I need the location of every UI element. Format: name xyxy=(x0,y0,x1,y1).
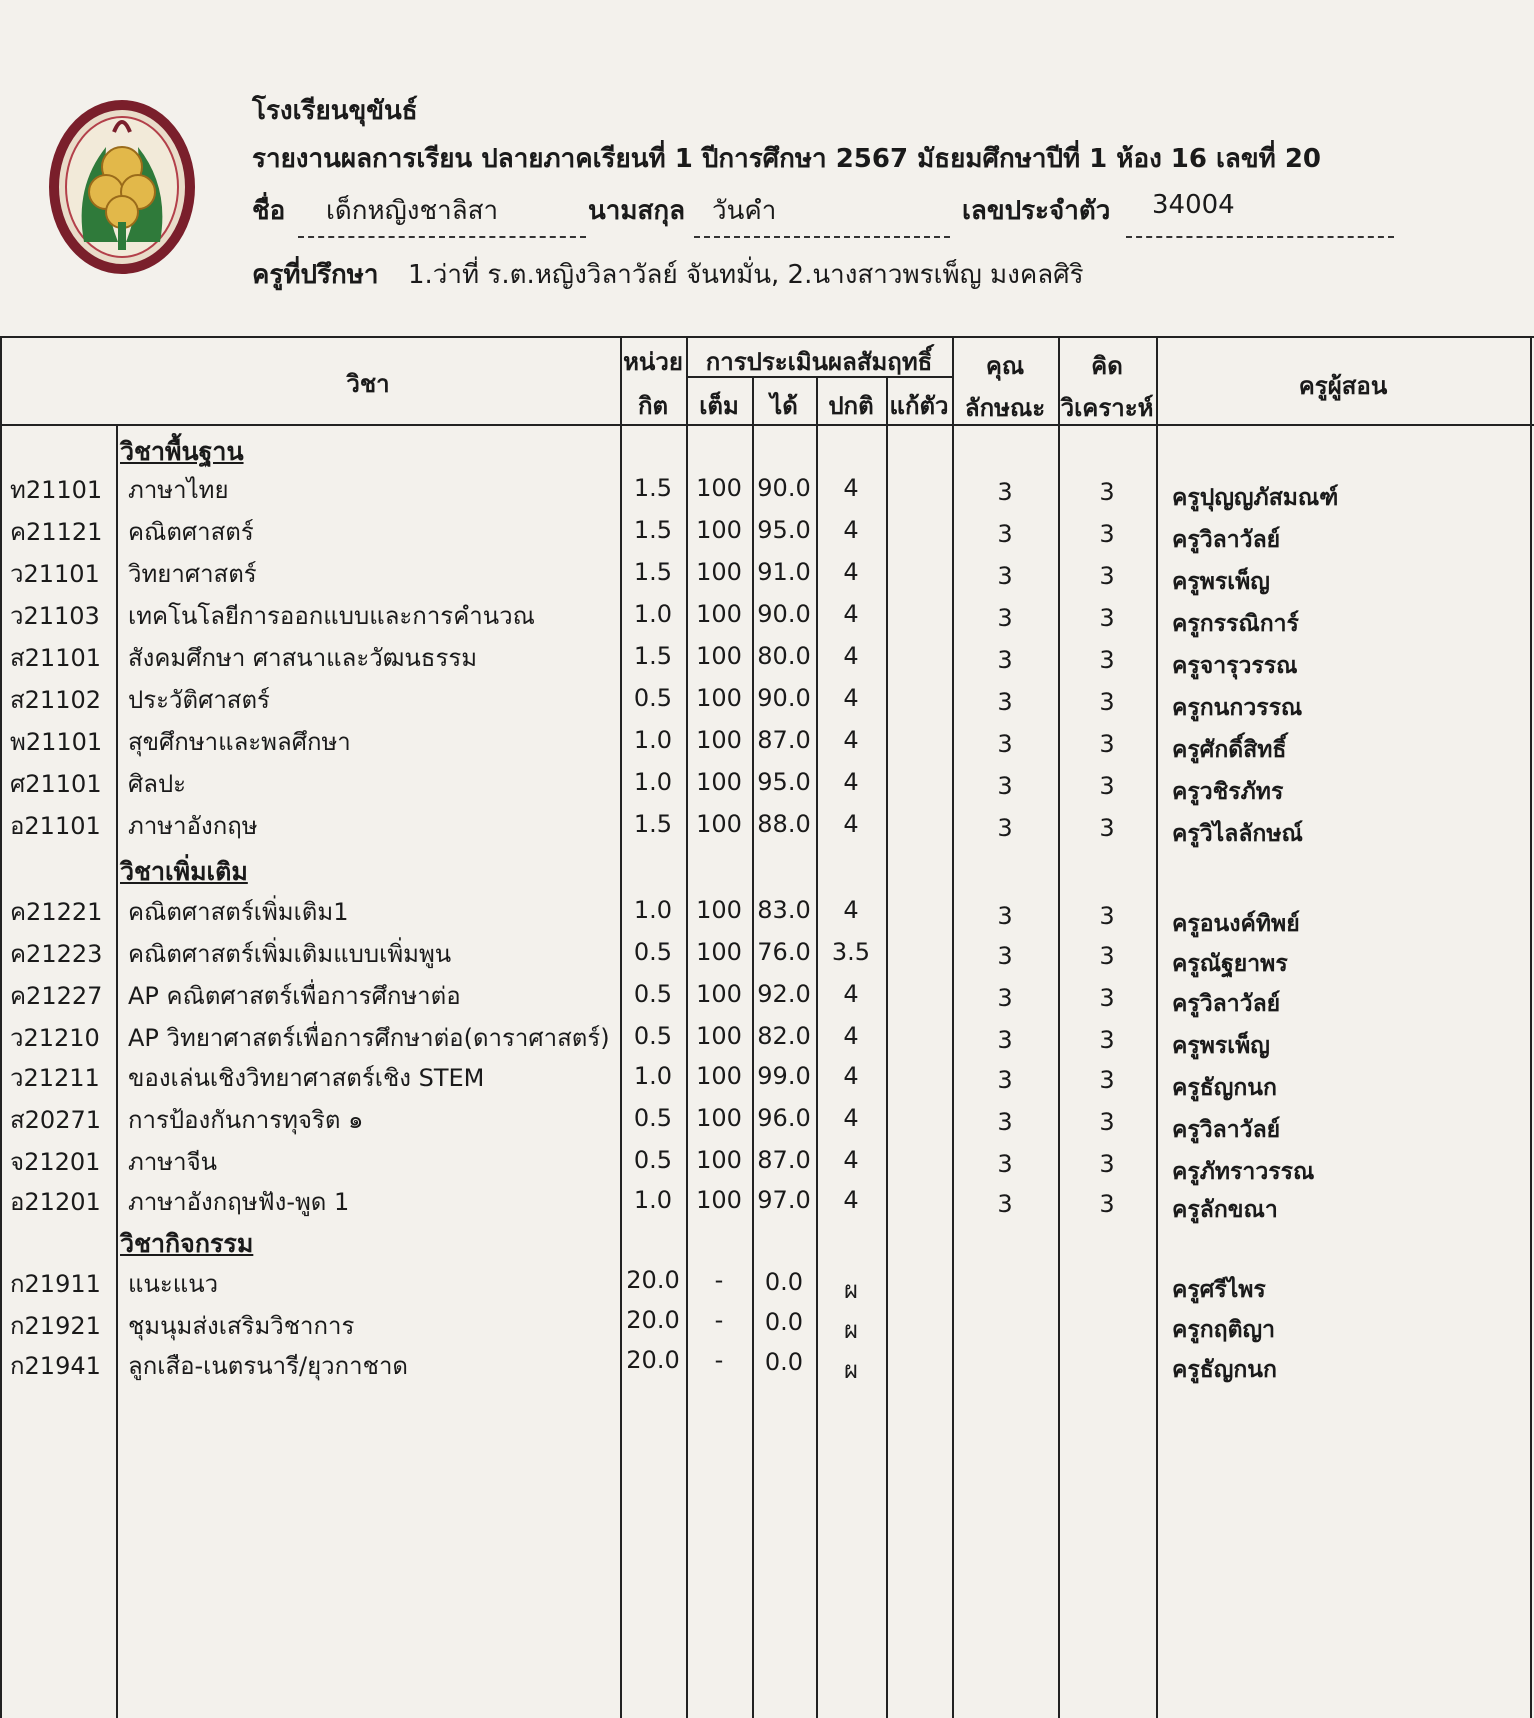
grade-value: 4 xyxy=(843,684,859,712)
subject-code: ค21223 xyxy=(10,940,103,968)
full-score: 100 xyxy=(696,516,742,544)
got-score: 92.0 xyxy=(757,980,811,1008)
got-score: 0.0 xyxy=(764,1348,804,1376)
character-score: 3 xyxy=(997,814,1013,842)
character-score: 3 xyxy=(997,730,1013,758)
credit-value: 0.5 xyxy=(633,1104,673,1132)
thinking-score: 3 xyxy=(1099,1026,1115,1054)
section-title-activity: วิชากิจกรรม xyxy=(120,1229,254,1258)
subject-name: ภาษาอังกฤษฟัง-พูด 1 xyxy=(128,1188,350,1216)
grade-value: 4 xyxy=(843,474,859,502)
full-score: - xyxy=(714,1266,724,1294)
grade-value: 4 xyxy=(843,558,859,586)
subject-code: ท21101 xyxy=(10,476,103,504)
subject-name: คณิตศาสตร์ xyxy=(128,518,254,546)
got-score: 95.0 xyxy=(757,768,811,796)
teacher-name: ครูณัฐยาพร xyxy=(1172,951,1288,977)
subject-name: ภาษาอังกฤษ xyxy=(128,812,258,840)
teacher-name: ครูวชิรภัทร xyxy=(1172,779,1284,805)
full-score: 100 xyxy=(696,642,742,670)
character-score: 3 xyxy=(997,604,1013,632)
grade-value: 4 xyxy=(843,1022,859,1050)
advisor-value: 1.ว่าที่ ร.ต.หญิงวิลาวัลย์ จันทมั่น, 2.นางสาวพรเพ็ญ มงคลศิริ xyxy=(408,260,1084,290)
subject-name: สังคมศึกษา ศาสนาและวัฒนธรรม xyxy=(128,644,478,672)
grade-value: ผ xyxy=(843,1356,859,1384)
teacher-name: ครูกนกวรรณ xyxy=(1172,695,1303,721)
grade-value: ผ xyxy=(843,1316,859,1344)
grades-table xyxy=(0,336,1534,1718)
subject-code: จ21201 xyxy=(10,1148,101,1176)
character-score: 3 xyxy=(997,942,1013,970)
thinking-score: 3 xyxy=(1099,1190,1115,1218)
character-score: 3 xyxy=(997,1108,1013,1136)
teacher-name: ครูลักขณา xyxy=(1172,1197,1278,1223)
got-score: 83.0 xyxy=(757,896,811,924)
got-score: 88.0 xyxy=(757,810,811,838)
name-underline xyxy=(298,236,586,238)
teacher-name: ครูศรีไพร xyxy=(1172,1277,1266,1303)
surname-value: วันคำ xyxy=(712,196,777,226)
character-score: 3 xyxy=(997,646,1013,674)
teacher-name: ครูกฤติญา xyxy=(1172,1317,1276,1343)
got-score: 95.0 xyxy=(757,516,811,544)
credit-value: 0.5 xyxy=(633,980,673,1008)
grade-value: 4 xyxy=(843,810,859,838)
subject-name: ประวัติศาสตร์ xyxy=(128,686,270,714)
credit-value: 0.5 xyxy=(633,684,673,712)
full-score: 100 xyxy=(696,980,742,1008)
character-score: 3 xyxy=(997,772,1013,800)
subject-name: ของเล่นเชิงวิทยาศาสตร์เชิง STEM xyxy=(128,1064,485,1092)
teacher-name: ครูวิลาวัลย์ xyxy=(1172,1117,1281,1143)
got-score: 97.0 xyxy=(757,1186,811,1214)
got-score: 0.0 xyxy=(764,1268,804,1296)
character-score: 3 xyxy=(997,902,1013,930)
subject-code: ส21102 xyxy=(10,686,101,714)
subject-code: อ21201 xyxy=(10,1188,101,1216)
subject-code: ค21227 xyxy=(10,982,103,1010)
subject-name: ชุมนุมส่งเสริมวิชาการ xyxy=(128,1312,355,1340)
name-label: ชื่อ xyxy=(252,196,286,226)
header-character-top: คุณ xyxy=(985,352,1025,380)
subject-code: ก21921 xyxy=(10,1312,101,1340)
school-name: โรงเรียนขุขันธ์ xyxy=(252,96,418,126)
character-score: 3 xyxy=(997,984,1013,1012)
subject-name: AP คณิตศาสตร์เพื่อการศึกษาต่อ xyxy=(128,982,461,1010)
teacher-name: ครูภัทราวรรณ xyxy=(1172,1159,1315,1185)
credit-value: 20.0 xyxy=(626,1346,680,1374)
credit-value: 1.5 xyxy=(633,810,673,838)
got-score: 82.0 xyxy=(757,1022,811,1050)
thinking-score: 3 xyxy=(1099,478,1115,506)
full-score: 100 xyxy=(696,938,742,966)
credit-value: 1.5 xyxy=(633,642,673,670)
teacher-name: ครูธัญกนก xyxy=(1172,1075,1277,1101)
teacher-name: ครูวิลาวัลย์ xyxy=(1172,991,1281,1017)
subject-code: ส20271 xyxy=(10,1106,101,1134)
credit-value: 1.0 xyxy=(633,600,673,628)
grade-value: 4 xyxy=(843,642,859,670)
id-value: 34004 xyxy=(1152,190,1235,220)
got-score: 90.0 xyxy=(757,474,811,502)
subject-code: ว21103 xyxy=(10,602,100,630)
teacher-name: ครูวิลาวัลย์ xyxy=(1172,527,1281,553)
character-score: 3 xyxy=(997,1066,1013,1094)
full-score: 100 xyxy=(696,600,742,628)
id-underline xyxy=(1126,236,1394,238)
credit-value: 1.5 xyxy=(633,474,673,502)
credit-value: 20.0 xyxy=(626,1306,680,1334)
thinking-divider xyxy=(1156,336,1158,1718)
subject-name: การป้องกันการทุจริต ๑ xyxy=(128,1106,364,1134)
header-got: ได้ xyxy=(770,392,798,420)
credit-value: 1.0 xyxy=(633,726,673,754)
subject-name: ศิลปะ xyxy=(128,770,187,798)
credit-value: 1.0 xyxy=(633,1062,673,1090)
grade-value: 4 xyxy=(843,726,859,754)
full-score: 100 xyxy=(696,1146,742,1174)
full-score: 100 xyxy=(696,1022,742,1050)
character-score: 3 xyxy=(997,1026,1013,1054)
grade-value: 4 xyxy=(843,1104,859,1132)
subject-code: ว21211 xyxy=(10,1064,100,1092)
character-score: 3 xyxy=(997,688,1013,716)
character-score: 3 xyxy=(997,562,1013,590)
credit-value: 1.0 xyxy=(633,1186,673,1214)
subject-code: อ21101 xyxy=(10,812,101,840)
teacher-name: ครูธัญกนก xyxy=(1172,1357,1277,1383)
got-score: 90.0 xyxy=(757,600,811,628)
subject-code: พ21101 xyxy=(10,728,103,756)
thinking-score: 3 xyxy=(1099,646,1115,674)
full-score: 100 xyxy=(696,810,742,838)
subject-code: ว21210 xyxy=(10,1024,100,1052)
credit-value: 0.5 xyxy=(633,1146,673,1174)
full-score: 100 xyxy=(696,684,742,712)
header-character-bottom: ลักษณะ xyxy=(964,394,1046,422)
header-corrected: แก้ตัว xyxy=(889,392,949,420)
subject-name: ลูกเสือ-เนตรนารี/ยุวกาชาด xyxy=(128,1352,409,1380)
header-thinking-top: คิด xyxy=(1091,352,1123,380)
thinking-score: 3 xyxy=(1099,1150,1115,1178)
teacher-name: ครูวิไลลักษณ์ xyxy=(1172,821,1303,847)
got-score: 0.0 xyxy=(764,1308,804,1336)
subject-code: ศ21101 xyxy=(10,770,102,798)
grade-value: 4 xyxy=(843,1186,859,1214)
credit-value: 1.0 xyxy=(633,896,673,924)
got-score: 87.0 xyxy=(757,726,811,754)
header-subject: วิชา xyxy=(346,370,390,398)
subject-code: ค21221 xyxy=(10,898,103,926)
thinking-score: 3 xyxy=(1099,772,1115,800)
subject-code: ส21101 xyxy=(10,644,101,672)
subject-name: ภาษาจีน xyxy=(128,1148,218,1176)
subject-code: ก21911 xyxy=(10,1270,101,1298)
teacher-name: ครูพรเพ็ญ xyxy=(1172,1033,1270,1059)
table-left-border xyxy=(0,336,2,1718)
subject-name: วิทยาศาสตร์ xyxy=(128,560,257,588)
character-score: 3 xyxy=(997,520,1013,548)
credit-value: 1.5 xyxy=(633,558,673,586)
got-score: 99.0 xyxy=(757,1062,811,1090)
header-normal: ปกติ xyxy=(828,392,874,420)
grade-value: 4 xyxy=(843,1062,859,1090)
thinking-score: 3 xyxy=(1099,604,1115,632)
got-score: 91.0 xyxy=(757,558,811,586)
corrected-divider xyxy=(886,376,888,1718)
thinking-score: 3 xyxy=(1099,814,1115,842)
subject-name: แนะแนว xyxy=(128,1270,219,1298)
grade-value: 4 xyxy=(843,768,859,796)
teacher-name: ครูพรเพ็ญ xyxy=(1172,569,1270,595)
thinking-score: 3 xyxy=(1099,902,1115,930)
header-credit-bottom: กิต xyxy=(637,392,669,420)
grade-value: 4 xyxy=(843,896,859,924)
character-score: 3 xyxy=(997,1150,1013,1178)
thinking-score: 3 xyxy=(1099,730,1115,758)
character-score: 3 xyxy=(997,478,1013,506)
got-score: 96.0 xyxy=(757,1104,811,1132)
grade-value: 4 xyxy=(843,980,859,1008)
credit-value: 20.0 xyxy=(626,1266,680,1294)
header-thinking-bottom: วิเคราะห์ xyxy=(1060,394,1154,422)
thinking-score: 3 xyxy=(1099,562,1115,590)
thinking-score: 3 xyxy=(1099,984,1115,1012)
full-score: 100 xyxy=(696,726,742,754)
thinking-score: 3 xyxy=(1099,520,1115,548)
thinking-score: 3 xyxy=(1099,1108,1115,1136)
subject-code: ว21101 xyxy=(10,560,100,588)
header-achievement: การประเมินผลสัมฤทธิ์ xyxy=(705,348,933,376)
surname-underline xyxy=(694,236,950,238)
teacher-name: ครูศักดิ์สิทธิ์ xyxy=(1172,737,1287,763)
full-score: 100 xyxy=(696,896,742,924)
grade-value: 3.5 xyxy=(831,938,871,966)
full-score: 100 xyxy=(696,558,742,586)
full-score: 100 xyxy=(696,1104,742,1132)
credit-value: 1.0 xyxy=(633,768,673,796)
got-score: 76.0 xyxy=(757,938,811,966)
subject-name: เทคโนโลยีการออกแบบและการคำนวณ xyxy=(128,602,535,630)
subject-name: สุขศึกษาและพลศึกษา xyxy=(128,728,351,756)
full-score: - xyxy=(714,1306,724,1334)
thinking-score: 3 xyxy=(1099,1066,1115,1094)
full-score: 100 xyxy=(696,1062,742,1090)
credit-value: 0.5 xyxy=(633,938,673,966)
header-credit-top: หน่วย xyxy=(623,348,683,376)
got-score: 87.0 xyxy=(757,1146,811,1174)
teacher-name: ครูจารุวรรณ xyxy=(1172,653,1298,679)
subject-name: คณิตศาสตร์เพิ่มเติมแบบเพิ่มพูน xyxy=(128,940,452,968)
thinking-score: 3 xyxy=(1099,942,1115,970)
grade-value: ผ xyxy=(843,1276,859,1304)
subject-name: ภาษาไทย xyxy=(128,476,229,504)
table-top-border xyxy=(0,336,1534,338)
table-right-border xyxy=(1530,336,1532,1718)
surname-label: นามสกุล xyxy=(588,196,686,226)
school-logo xyxy=(44,92,204,282)
teacher-name: ครูกรรณิการ์ xyxy=(1172,611,1299,637)
id-label: เลขประจำตัว xyxy=(962,196,1111,226)
teacher-name: ครูปุญญภัสมณฑ์ xyxy=(1172,485,1339,511)
name-value: เด็กหญิงชาลิสา xyxy=(326,196,499,226)
subject-code: ก21941 xyxy=(10,1352,101,1380)
code-divider xyxy=(116,424,118,1718)
grade-value: 4 xyxy=(843,600,859,628)
full-score: - xyxy=(714,1346,724,1374)
subject-name: คณิตศาสตร์เพิ่มเติม1 xyxy=(128,898,349,926)
header-full: เต็ม xyxy=(699,392,739,420)
got-score: 80.0 xyxy=(757,642,811,670)
credit-value: 1.5 xyxy=(633,516,673,544)
full-score: 100 xyxy=(696,768,742,796)
report-title: รายงานผลการเรียน ปลายภาคเรียนที่ 1 ปีการศึกษา 2567 มัธยมศึกษาปีที่ 1 ห้อง 16 เลขที่ 20 xyxy=(252,144,1322,174)
section-title-additional: วิชาเพิ่มเติม xyxy=(120,857,248,886)
header-teacher: ครูผู้สอน xyxy=(1298,372,1388,400)
subject-code: ค21121 xyxy=(10,518,103,546)
thinking-score: 3 xyxy=(1099,688,1115,716)
full-score: 100 xyxy=(696,1186,742,1214)
full-score: 100 xyxy=(696,474,742,502)
section-title-basic: วิชาพื้นฐาน xyxy=(120,437,244,466)
got-score: 90.0 xyxy=(757,684,811,712)
credit-value: 0.5 xyxy=(633,1022,673,1050)
character-score: 3 xyxy=(997,1190,1013,1218)
subject-name: AP วิทยาศาสตร์เพื่อการศึกษาต่อ(ดาราศาสตร์) xyxy=(128,1024,610,1052)
teacher-name: ครูอนงค์ทิพย์ xyxy=(1172,911,1300,937)
grade-value: 4 xyxy=(843,516,859,544)
advisor-label: ครูที่ปรึกษา xyxy=(252,260,379,290)
grade-value: 4 xyxy=(843,1146,859,1174)
